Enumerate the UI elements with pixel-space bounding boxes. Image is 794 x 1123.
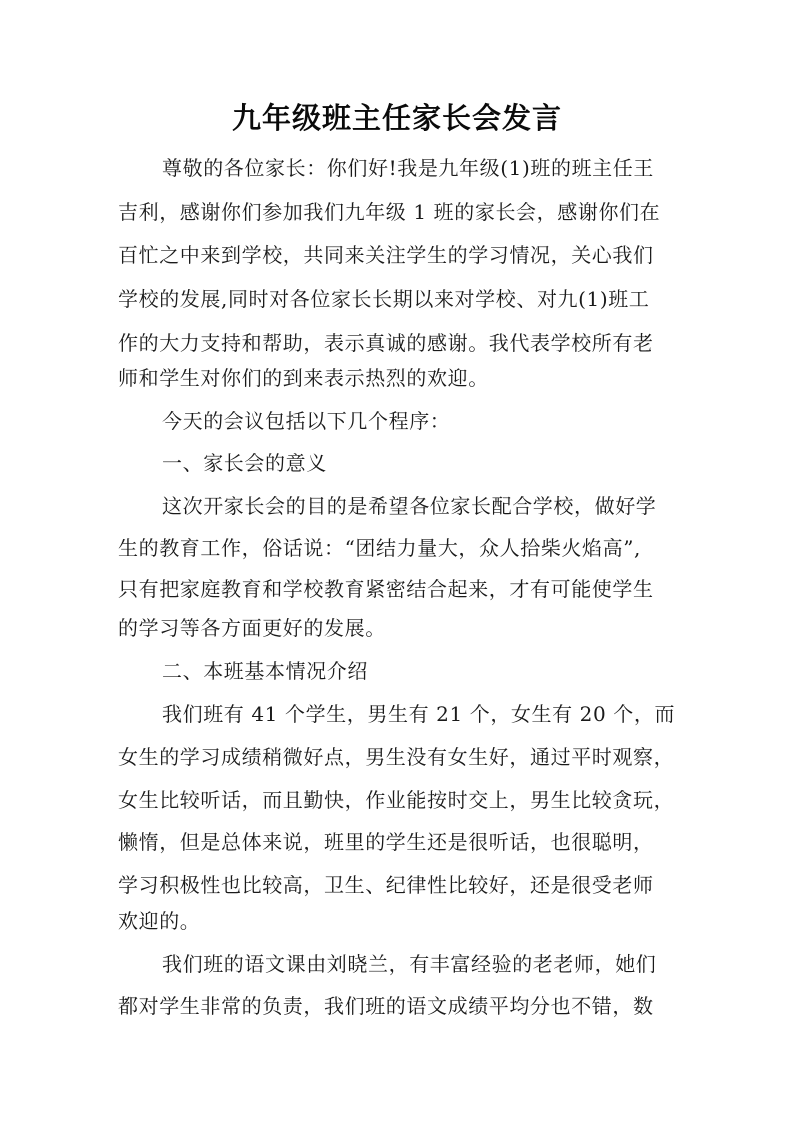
paragraph-line: 百忙之中来到学校，共同来关注学生的学习情况，关心我们 [118,243,654,267]
paragraph-line: 我们班的语文课由刘晓兰，有丰富经验的老老师，她们 [162,952,657,976]
paragraph-line: 这次开家长会的目的是希望各位家长配合学校，做好学 [162,494,657,518]
paragraph-line: 我们班有 41 个学生，男生有 21 个，女生有 20 个，而 [162,702,676,726]
document-title: 九年级班主任家长会发言 [231,101,562,135]
paragraph-line: 学校的发展,同时对各位家长长期以来对学校、对九(1)班工 [118,287,650,311]
paragraph-line: 懒惰，但是总体来说，班里的学生还是很听话，也很聪明， [118,830,654,854]
paragraph-line: 女生的学习成绩稍微好点，男生没有女生好，通过平时观察， [118,745,675,769]
paragraph-line: 只有把家庭教育和学校教育紧密结合起来，才有可能使学生 [118,577,654,601]
paragraph-line: 尊敬的各位家长：你们好!我是九年级(1)班的班主任王 [162,156,654,180]
paragraph-line: 吉利，感谢你们参加我们九年级 1 班的家长会，感谢你们在 [118,200,661,224]
paragraph-line: 女生比较听话，而且勤快，作业能按时交上，男生比较贪玩， [118,788,675,812]
paragraph-line: 今天的会议包括以下几个程序： [162,409,451,433]
paragraph-line: 都对学生非常的负责，我们班的语文成绩平均分也不错，数 [118,994,654,1018]
paragraph-line: 学习积极性也比较高，卫生、纪律性比较好，还是很受老师 [118,873,654,897]
paragraph-line: 作的大力支持和帮助，表示真诚的感谢。我代表学校所有老 [118,331,654,355]
paragraph-line: 生的教育工作，俗话说：“团结力量大，众人拾柴火焰高”, [118,536,642,560]
paragraph-line: 师和学生对你们的到来表示热烈的欢迎。 [118,366,489,390]
section-heading: 二、本班基本情况介绍 [162,659,368,683]
section-heading: 一、家长会的意义 [162,451,327,475]
paragraph-line: 欢迎的。 [118,909,201,933]
paragraph-line: 的学习等各方面更好的发展。 [118,616,386,640]
